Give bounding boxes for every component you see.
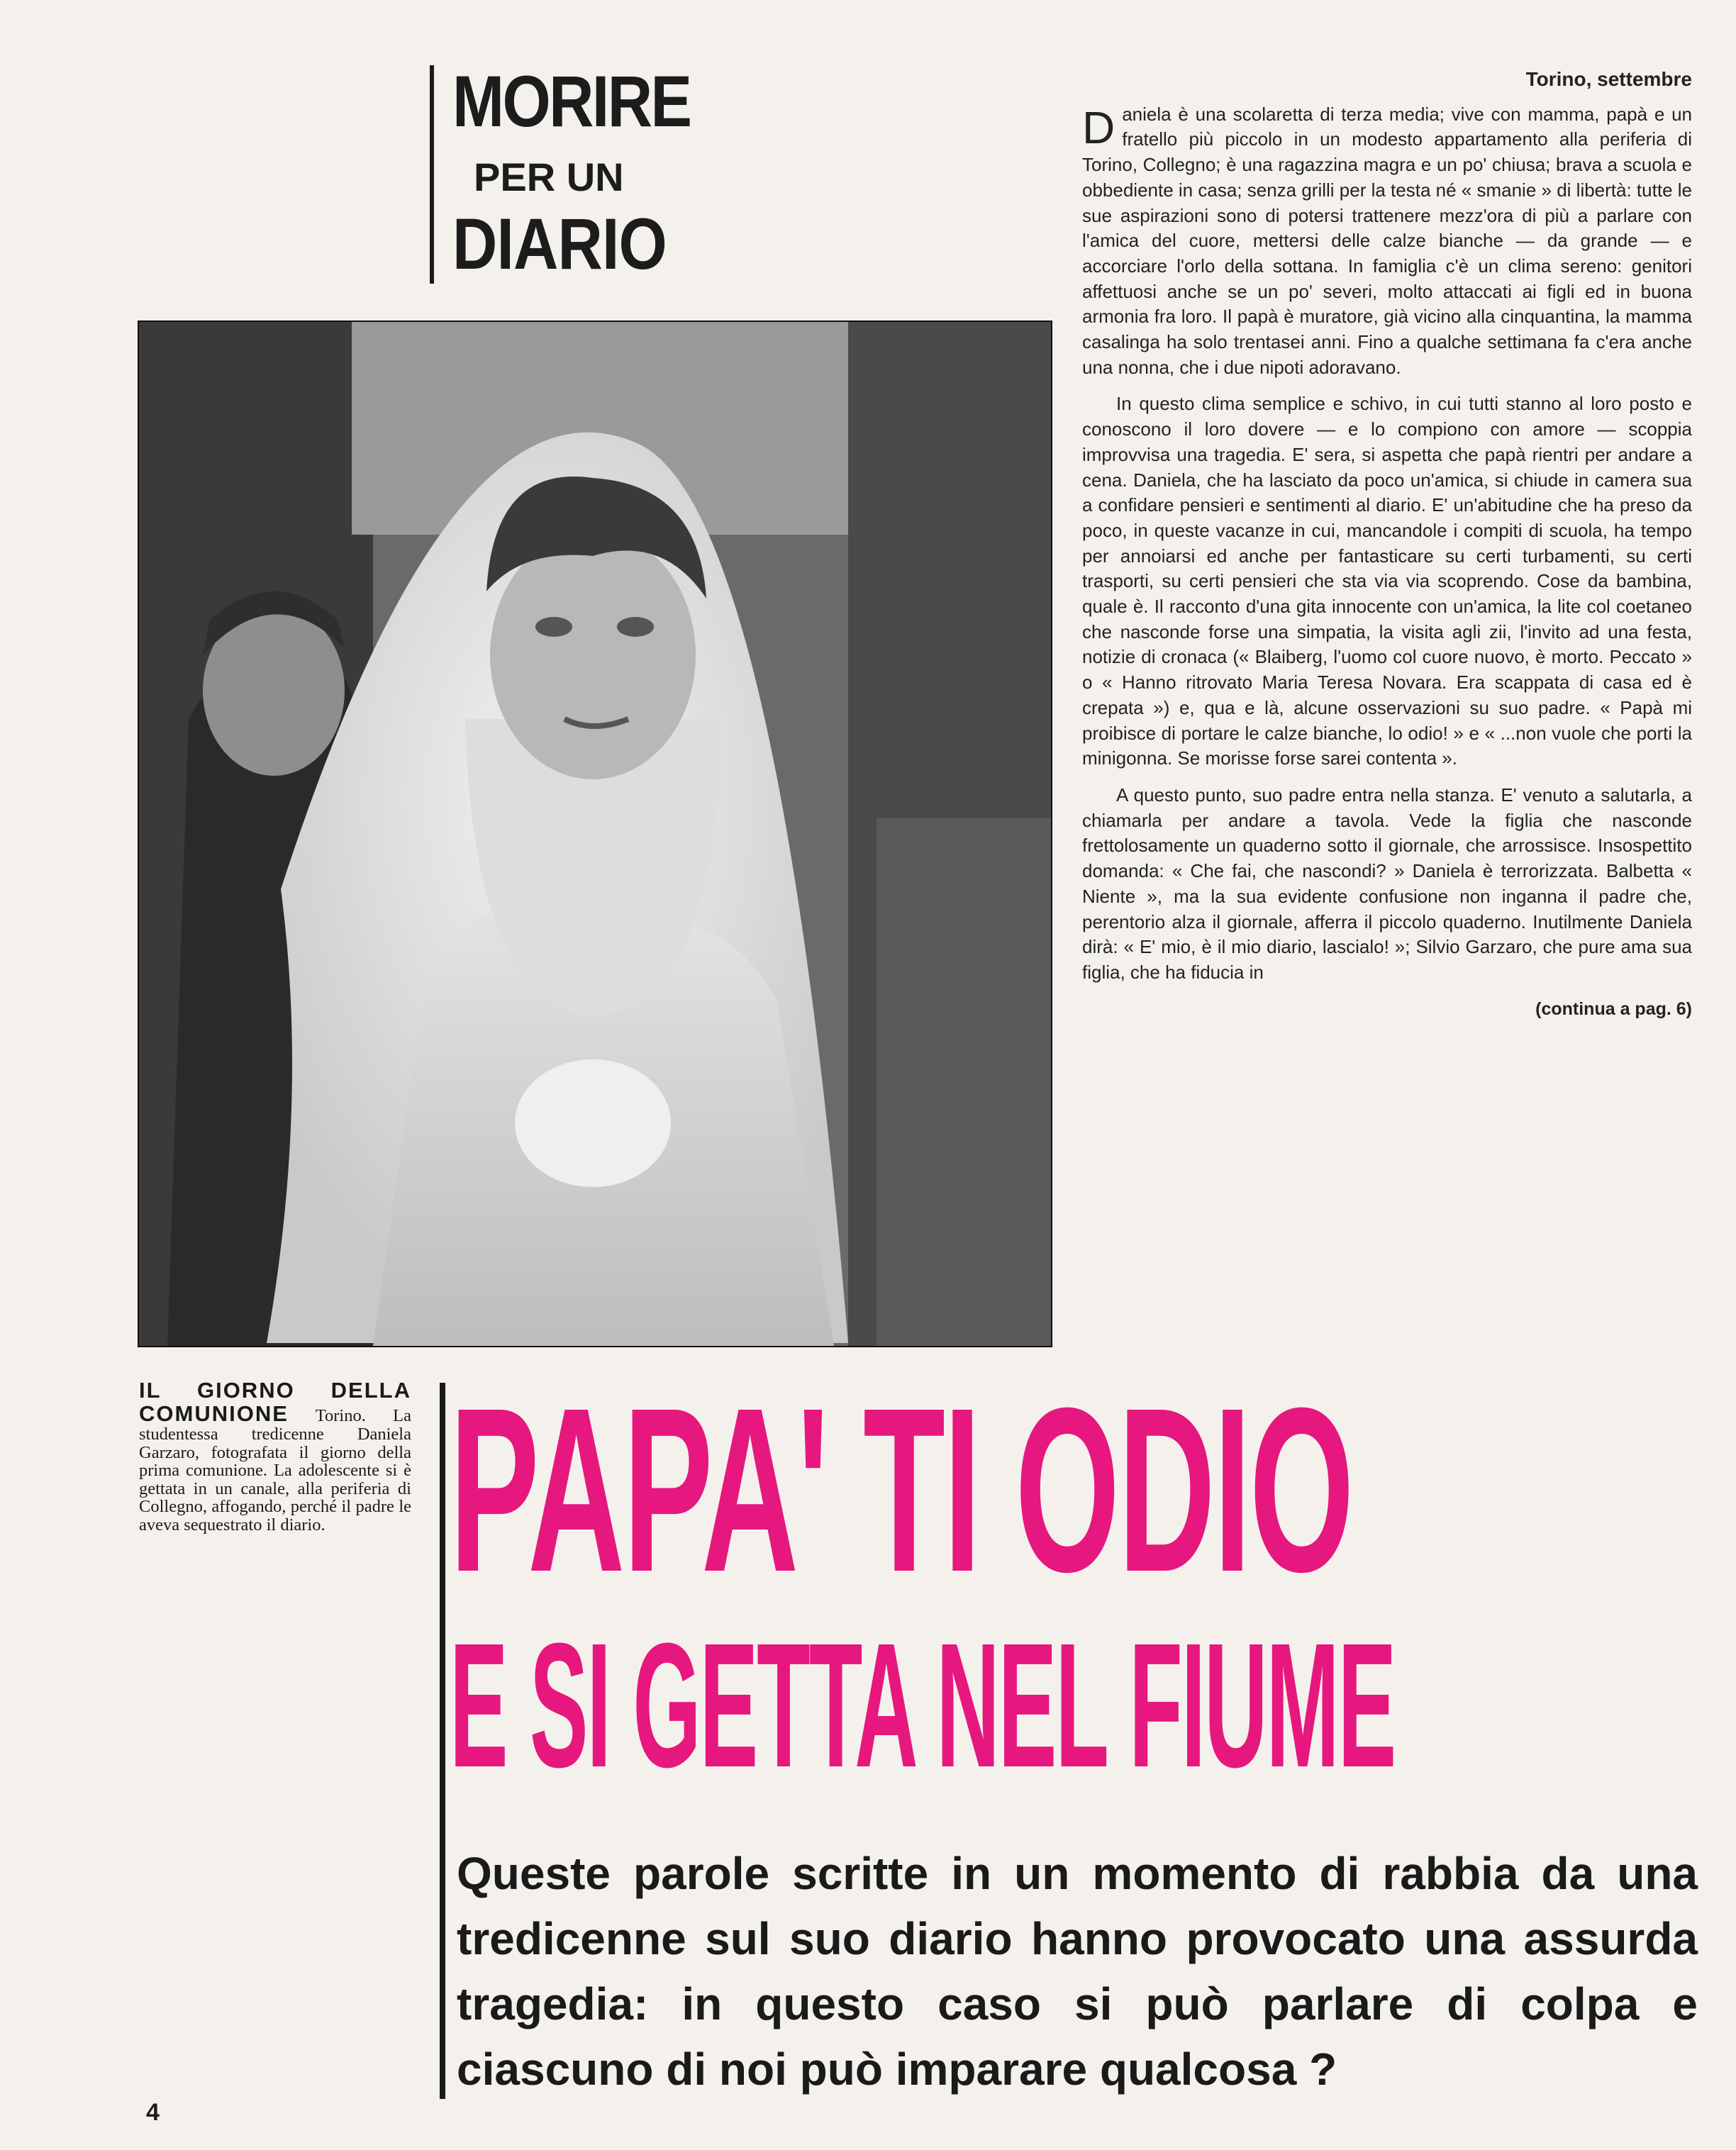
drop-cap: D xyxy=(1082,101,1115,153)
article-paragraph: In questo clima semplice e schivo, in cui tutti stanno al loro posto e conoscono il loro dovere — e lo compiono con amore — scoppia improvvisa una tragedia. E' sera, si aspetta che papà rientri per andare a cena. Daniela, che ha lasciato da poco un'amica, si chiude in camera sua a confidare pensieri e sentimenti al diario. E' un'abitudine che ha preso da poco, in queste vacanze in cui, mancandole i compiti di scuola, ha tempo per annoiarsi ed anche per fantasticare su certi turbamenti, su certi trasporti, su certi pensieri che sta via via scoprendo. Cose da bambina, quale è. Il racconto d'una gita innocente con un'amica, la lite col coetaneo che nasconde forse una simpatia, la visita agli zii, l'invito ad una festa, notizie di cronaca (« Blaiberg, l'uomo col cuore nuovo, è morto. Peccato » o « Hanno ritrovato Maria Teresa Novara. Era scappata di casa ed è crepata ») e, qua e là, alcune osservazioni su suo padre. « Papà mi proibisce di portare le calze bianche, lo odio! » e « ...non vuole che porti la minigonna. Se morisse forse sarei contenta ». xyxy=(1082,393,1692,769)
kicker-line-2: PER UN xyxy=(474,155,624,199)
photo-caption xyxy=(139,1378,411,1534)
article-column xyxy=(1082,67,1692,1022)
article-paragraph-text: aniela è una scolaretta di terza media; vive con mamma, papà e un fratello più piccolo in un modesto appartamento alla periferia di Torino, Collegno; è una ragazzina magra e un po' chiusa; brava a scuola e obbediente in casa; senza grilli per la testa né « smanie » di libertà: tutte le sue aspirazioni sono di potersi trattenere mezz'ora di più a parlare con l'amica del cuore, mettersi delle calze bianche — da grande — e accorciare l'orlo della sottana. In famiglia c'è un clima sereno: genitori affettuosi anche se un po' severi, molto attaccati ai figli ed in buona armonia fra loro. Il papà è muratore, già vicino alla cinquantina, la mamma casalinga ha solo trentasei anni. Fino a qualche settimana fa c'era anche una nonna, che i due nipoti adoravano. xyxy=(1082,103,1692,378)
article-paragraph xyxy=(1082,102,1692,381)
deck-subheading: Queste parole scritte in un momento di rabbia da una tredicenne sul suo diario hanno provocato una assurda tragedia: in questo caso si può parlare di colpa e ciascuno di noi può imparare qualcosa ? xyxy=(457,1848,1698,2095)
dateline: Torino, settembre xyxy=(1525,68,1692,90)
headline-rule xyxy=(440,1383,445,2099)
page-number: 4 xyxy=(146,2099,160,2126)
caption-heading: IL GIORNO DELLA COMUNIONE xyxy=(139,1378,411,1426)
caption-text: Torino. La studentessa tredicenne Daniela Garzaro, fotografata il giorno della prima comunione. La adolescente si è gettata in un canale, alla periferia di Collegno, affogando, perché il padre le aveva sequestrato il diario. xyxy=(139,1406,412,1534)
headline-line-2: E SI GETTA NEL FIUME xyxy=(450,1606,1396,1804)
kicker-block xyxy=(430,61,703,284)
article-paragraph: A questo punto, suo padre entra nella stanza. E' venuto a salutarla, a chiamarla per andare a tavola. Vede la figlia che nasconde frettolosamente un quaderno sotto il giornale, che arrossisce. Insospettito domanda: « Che fai, che nascondi? » Daniela è terrorizzata. Balbetta « Niente », ma la sua evidente confusione non inganna il padre che, perentorio alza il giornale, afferra il piccolo quaderno. Inutilmente Daniela dirà: « E' mio, è il mio diario, lascialo! »; Silvio Garzaro, che pure ama sua figlia, che ha fiducia in xyxy=(1082,784,1692,983)
continued-note: (continua a pag. 6) xyxy=(1535,998,1692,1019)
communion-photo xyxy=(138,321,1052,1347)
kicker-line-1: MORIRE xyxy=(452,61,691,142)
headline-line-1: PAPA' TI ODIO xyxy=(450,1359,1353,1620)
kicker-line-3: DIARIO xyxy=(452,204,667,284)
communion-photo-illustration xyxy=(139,322,1051,1346)
